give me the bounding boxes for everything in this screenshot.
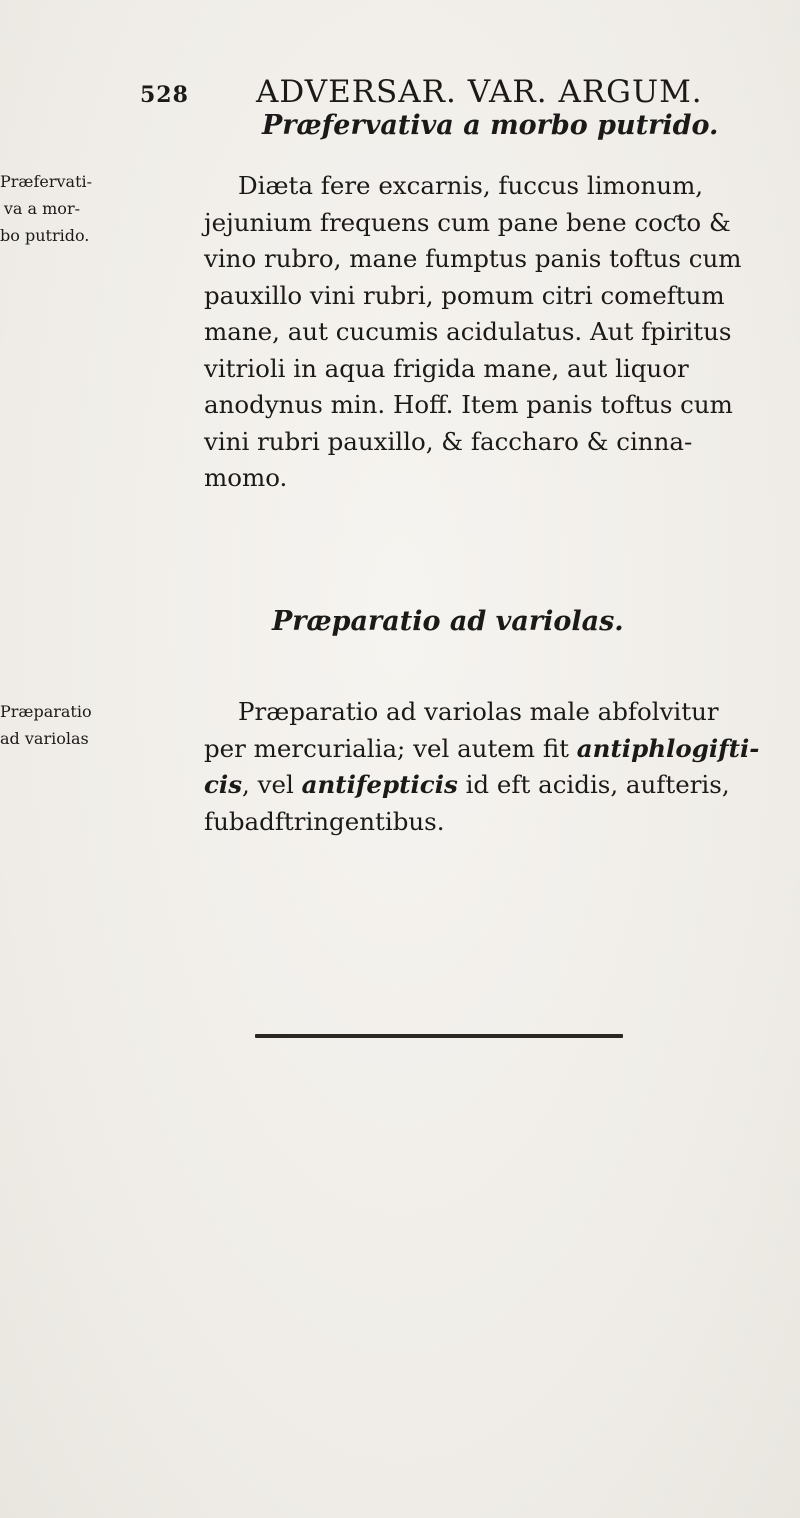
text-run: , vel <box>242 770 302 799</box>
section-title-praeparatio: Præparatio ad variolas. <box>272 606 624 637</box>
paragraph-praefervativa <box>88 168 768 497</box>
text-line: momo. <box>204 463 288 492</box>
italic-term: antiphlogifti- <box>576 733 760 763</box>
italic-term: cis <box>204 770 243 799</box>
paragraph-praeparatio <box>88 694 768 840</box>
text-line: Diæta fere excarnis, fuccus limonum, <box>238 171 704 200</box>
running-head: ADVERSAR. VAR. ARGUM. <box>256 74 703 110</box>
text-run: id eft acidis, aufteris, <box>457 770 730 799</box>
margin-note-line: bo putrido. <box>0 226 90 245</box>
margin-note-praefervativa <box>0 168 93 249</box>
margin-note-line: ad variolas <box>0 729 89 748</box>
margin-note-line: Præparatio <box>0 702 92 721</box>
text-line: vini rubri pauxillo, & faccharo & cinna- <box>204 426 693 456</box>
text-line: jejunium frequens cum pane bene coƈto & <box>204 207 731 237</box>
text-line: Præparatio ad variolas male abfolvitur <box>238 697 719 726</box>
section-divider-rule <box>255 1034 623 1038</box>
margin-note-line: Præfervati- <box>0 172 93 191</box>
page-number: 528 <box>140 82 189 108</box>
italic-term: antifepticis <box>301 770 458 799</box>
text-run: per mercurialia; vel autem fit <box>204 733 577 763</box>
text-line: vitrioli in aqua frigida mane, aut liquor <box>204 353 689 383</box>
margin-note-praeparatio <box>0 698 92 752</box>
margin-note-line: va a mor- <box>3 199 80 218</box>
section-title-praefervativa: Præfervativa a morbo putrido. <box>262 110 719 141</box>
text-line <box>88 767 768 804</box>
text-line: pauxillo vini rubri, pomum citri comeftum <box>204 280 725 310</box>
text-line: vino rubro, mane fumptus panis toftus cum <box>204 244 742 273</box>
text-line: anodynus min. Hoff. Item panis toftus cum <box>204 390 733 419</box>
text-line: fubadftringentibus. <box>204 806 445 836</box>
text-line <box>88 731 768 768</box>
text-line: mane, aut cucumis acidulatus. Aut fpiritus <box>204 317 732 346</box>
